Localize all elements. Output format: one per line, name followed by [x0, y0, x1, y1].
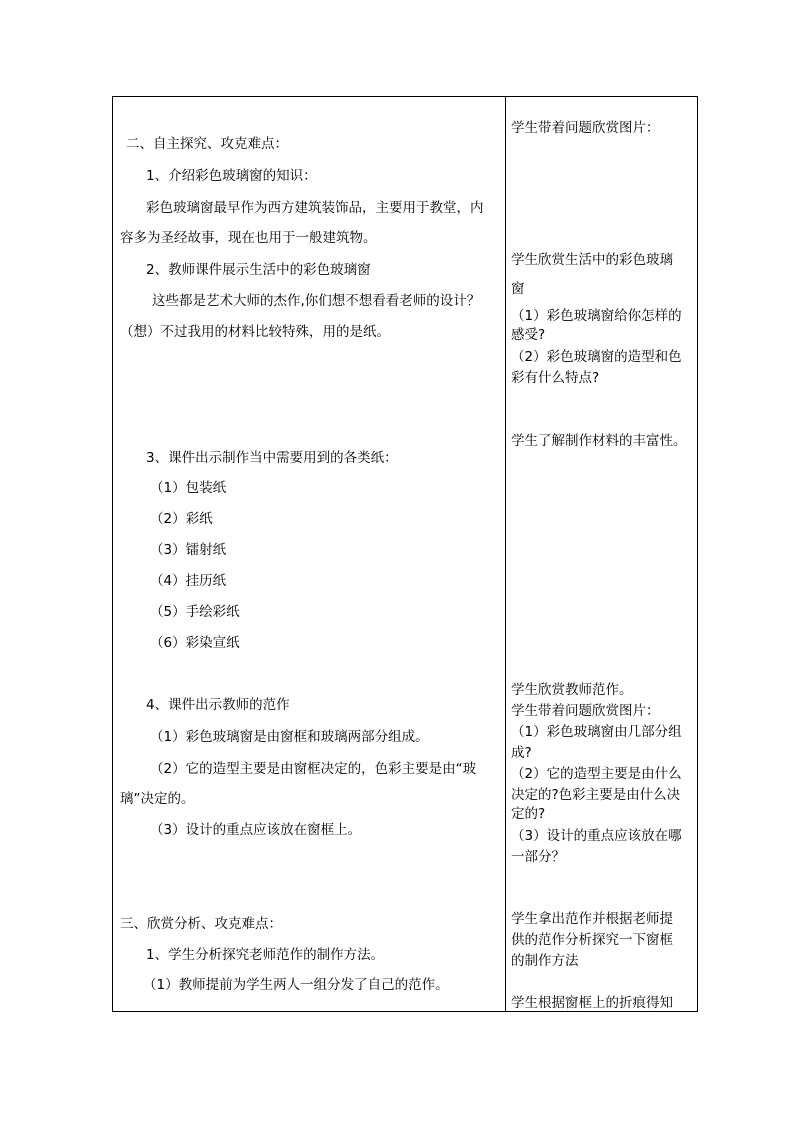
- item4-point-2-line2: 璃”决定的。: [120, 791, 195, 807]
- item2-paragraph-line2: （想）不过我用的材料比较特殊，用的是纸。: [120, 324, 390, 340]
- section3-item1-sub1: （1）教师提前为学生两人一组分发了自己的范作。: [143, 977, 449, 993]
- paper-type-2: （2）彩纸: [150, 511, 213, 527]
- right-q3-line2: 成?: [511, 745, 532, 761]
- right-note-3: 学生了解制作材料的丰富性。: [511, 433, 687, 449]
- right-note-1: 学生带着问题欣赏图片：: [511, 120, 660, 136]
- right-q1-line2: 感受?: [511, 327, 546, 343]
- item3-title: 3、课件出示制作当中需要用到的各类纸：: [146, 450, 398, 466]
- section3-heading: 三、欣赏分析、攻克难点：: [120, 916, 282, 932]
- right-note-4-line2: 学生带着问题欣赏图片：: [511, 703, 660, 719]
- item2-paragraph-line1: 这些都是艺术大师的杰作,你们想不想看看老师的设计？: [152, 293, 481, 309]
- paper-type-5: （5）手绘彩纸: [150, 604, 240, 620]
- item2-title: 2、教师课件展示生活中的彩色玻璃窗: [146, 262, 371, 278]
- right-q3-line1: （1）彩色玻璃窗由几部分组: [511, 724, 682, 740]
- item4-point-1: （1）彩色玻璃窗是由窗框和玻璃两部分组成。: [150, 729, 429, 745]
- right-q4-line2: 决定的?色彩主要是由什么决: [511, 787, 681, 803]
- item1-paragraph-line2: 容多为圣经故事，现在也用于一般建筑物。: [120, 230, 377, 246]
- right-q4-line1: （2）它的造型主要是由什么: [511, 766, 682, 782]
- right-q5-line2: 一部分？: [511, 849, 565, 865]
- right-q1-line1: （1）彩色玻璃窗给你怎样的: [511, 308, 682, 324]
- right-q2-line1: （2）彩色玻璃窗的造型和色: [511, 349, 682, 365]
- right-q2-line2: 彩有什么特点?: [511, 370, 600, 386]
- paper-type-3: （3）镭射纸: [150, 542, 227, 558]
- column-divider: [505, 96, 506, 1012]
- item1-title: 1、介绍彩色玻璃窗的知识：: [146, 168, 317, 184]
- paper-type-4: （4）挂历纸: [150, 573, 227, 589]
- paper-type-1: （1）包装纸: [150, 480, 227, 496]
- paper-type-6: （6）彩染宣纸: [150, 635, 240, 651]
- right-note-2-line2: 窗: [511, 281, 525, 297]
- right-q4-line3: 定的?: [511, 806, 546, 822]
- right-note-5-line2: 供的范作分析探究一下窗框: [511, 932, 673, 948]
- right-note-5-line3: 的制作方法: [511, 953, 579, 969]
- right-note-4-line1: 学生欣赏教师范作。: [511, 682, 633, 698]
- section2-heading: 二、自主探究、攻克难点：: [126, 136, 288, 152]
- section3-item1: 1、学生分析探究老师范作的制作方法。: [146, 947, 385, 963]
- item1-paragraph-line1: 彩色玻璃窗最早作为西方建筑装饰品，主要用于教堂，内: [146, 200, 484, 216]
- right-note-5-line1: 学生拿出范作并根据老师提: [511, 911, 673, 927]
- item4-title: 4、课件出示教师的范作: [146, 697, 290, 713]
- right-note-6: 学生根据窗框上的折痕得知: [511, 995, 673, 1011]
- item4-point-2-line1: （2）它的造型主要是由窗框决定的，色彩主要是由“玻: [150, 761, 477, 777]
- right-q5-line1: （3）设计的重点应该放在哪: [511, 828, 682, 844]
- item4-point-3: （3）设计的重点应该放在窗框上。: [150, 822, 362, 838]
- right-note-2-line1: 学生欣赏生活中的彩色玻璃: [511, 252, 673, 268]
